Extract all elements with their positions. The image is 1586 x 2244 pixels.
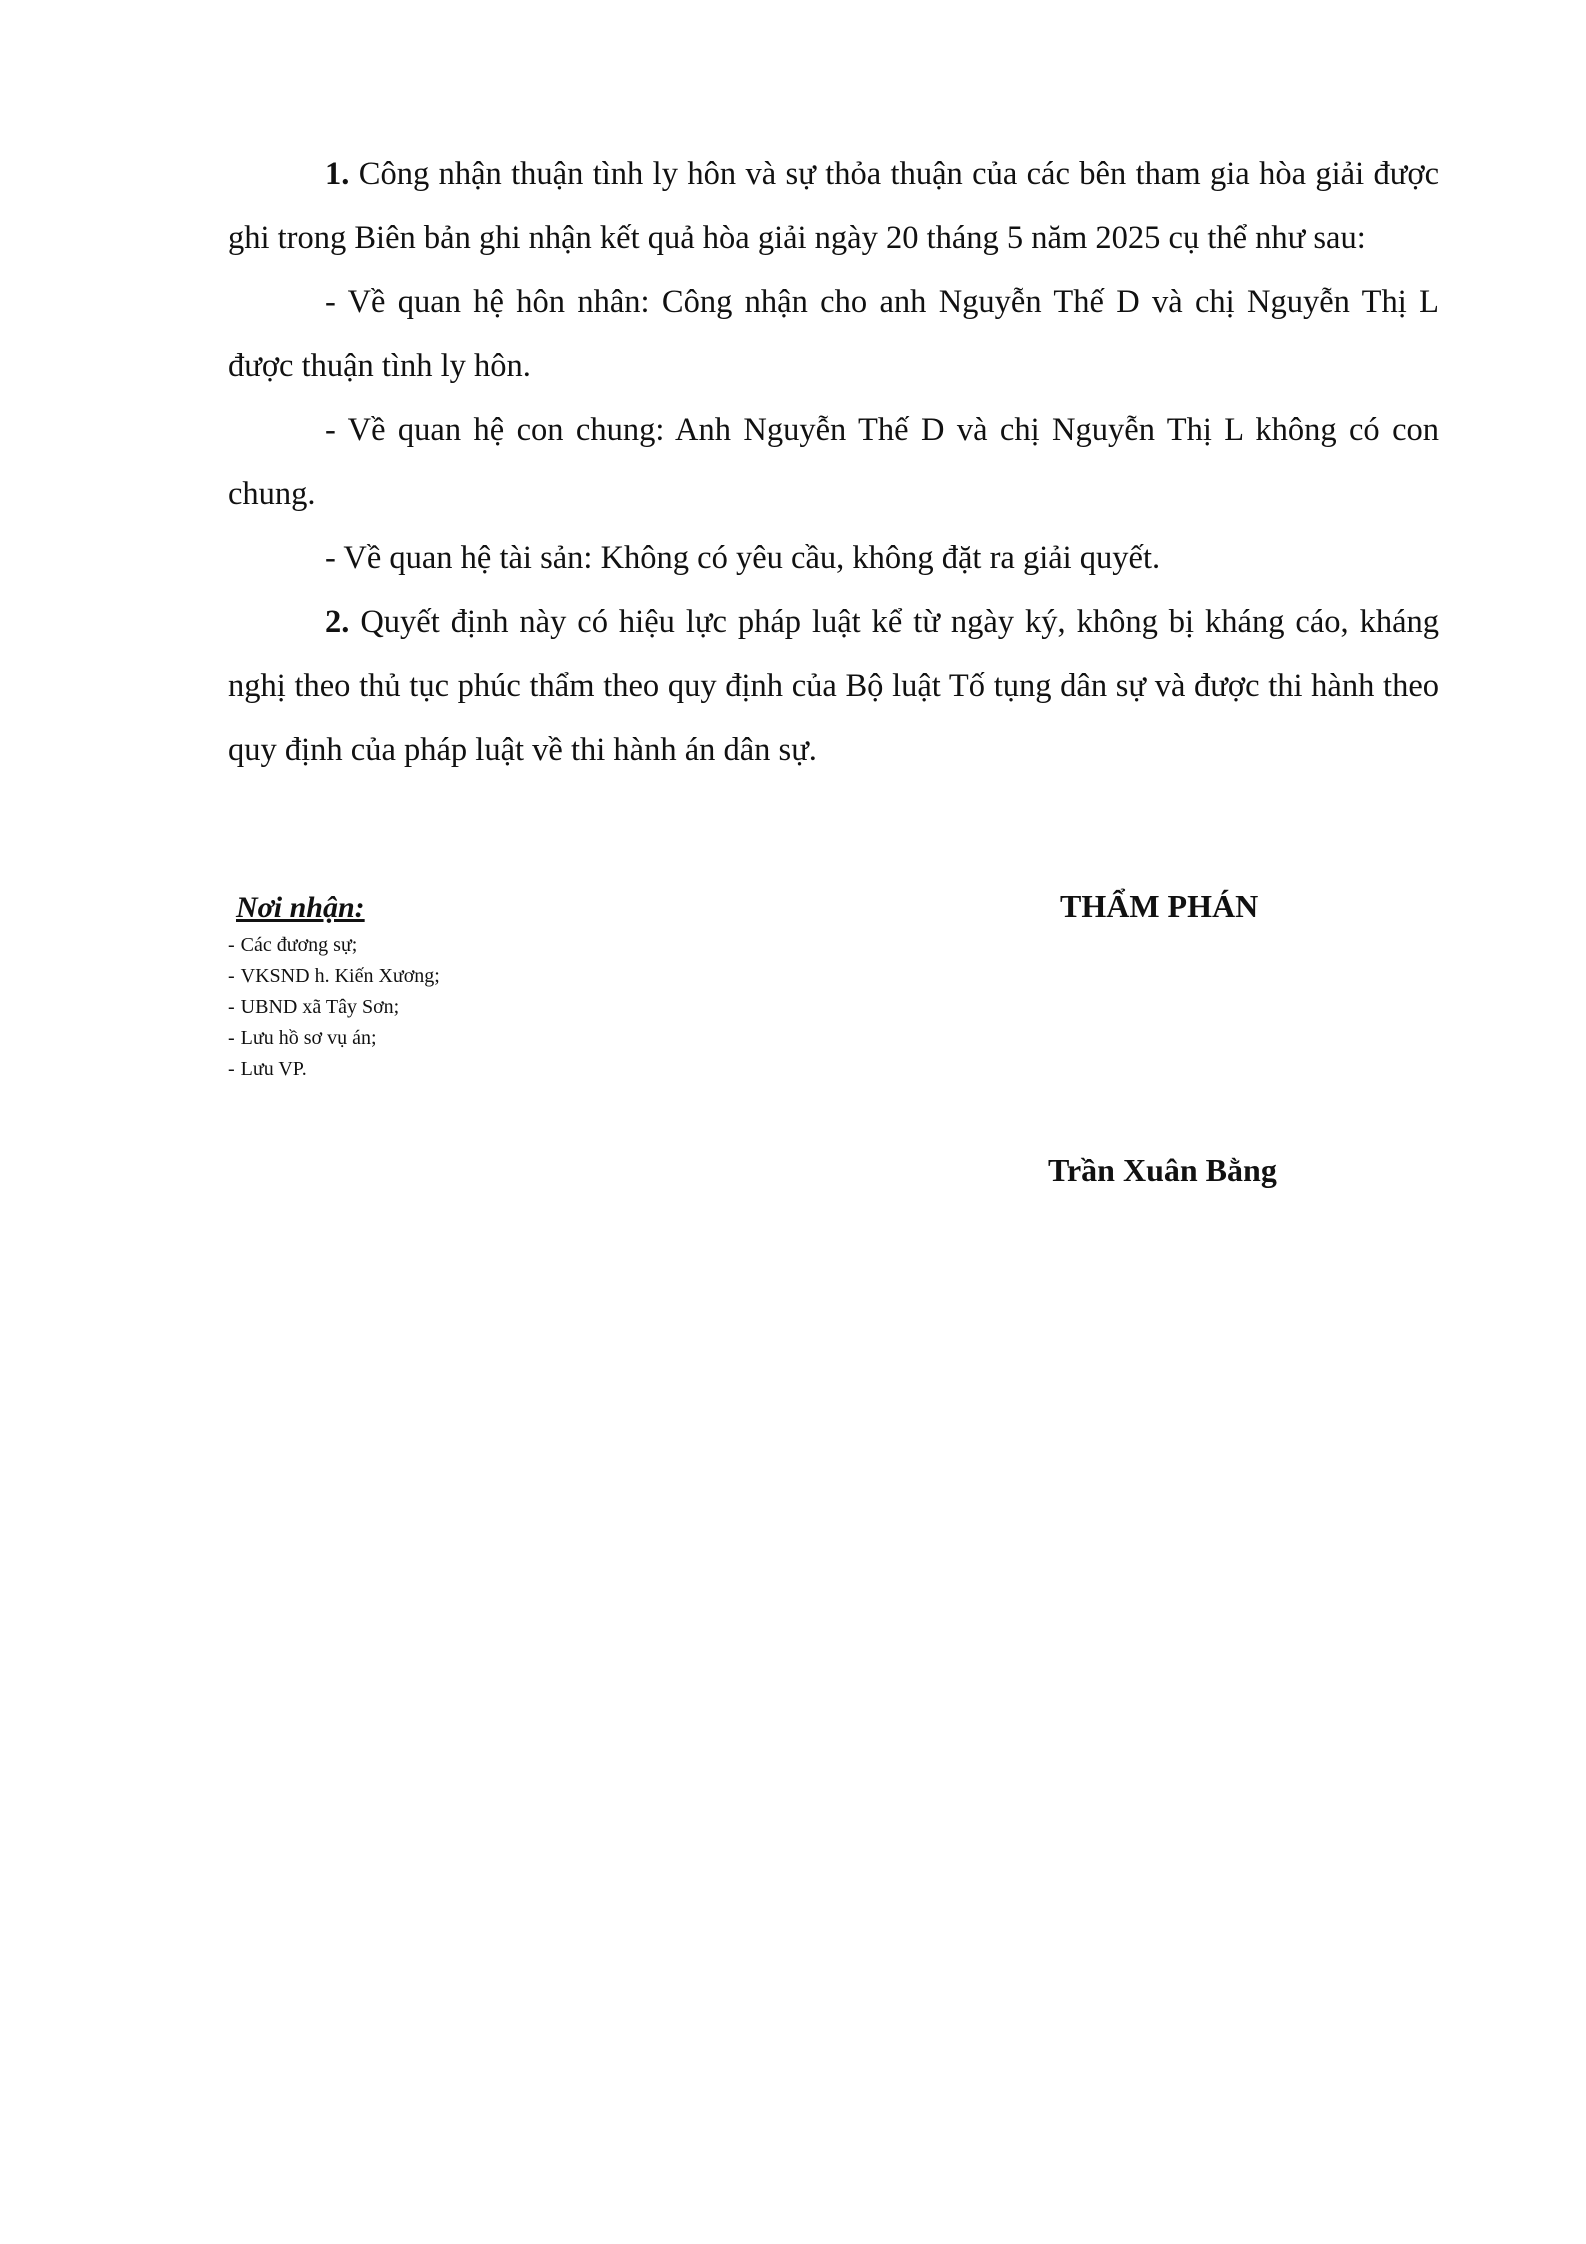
paragraph-marriage bbox=[228, 270, 1439, 398]
recipients-list bbox=[228, 930, 728, 1085]
paragraph-text: - Về quan hệ tài sản: Không có yêu cầu, không đặt ra giải quyết. bbox=[325, 540, 1161, 576]
list-item: - Các đương sự; bbox=[228, 934, 358, 956]
decision-body bbox=[228, 142, 1439, 782]
paragraph-text: - Về quan hệ hôn nhân: Công nhận cho anh Nguyễn Thế D và chị Nguyễn Thị L được thuận tình ly hôn. bbox=[228, 284, 1439, 384]
signature-title: THẨM PHÁN bbox=[1060, 888, 1259, 924]
recipients-block bbox=[228, 888, 728, 1085]
list-item: - UBND xã Tây Sơn; bbox=[228, 996, 400, 1018]
paragraph-number: 1. bbox=[325, 156, 350, 192]
recipients-title: Nơi nhận: bbox=[236, 891, 365, 924]
paragraph-property bbox=[228, 526, 1439, 590]
paragraph-1 bbox=[228, 142, 1439, 270]
paragraph-text: - Về quan hệ con chung: Anh Nguyễn Thế D và chị Nguyễn Thị L không có con chung. bbox=[228, 412, 1439, 512]
paragraph-2 bbox=[228, 590, 1439, 782]
list-item: - Lưu hồ sơ vụ án; bbox=[228, 1027, 377, 1049]
list-item: - Lưu VP. bbox=[228, 1058, 307, 1080]
paragraph-text: Công nhận thuận tình ly hôn và sự thỏa thuận của các bên tham gia hòa giải được ghi trong Biên bản ghi nhận kết quả hòa giải ngày 20 tháng 5 năm 2025 cụ thể như sau: bbox=[228, 156, 1439, 256]
paragraph-text: Quyết định này có hiệu lực pháp luật kể từ ngày ký, không bị kháng cáo, kháng nghị theo thủ tục phúc thẩm theo quy định của Bộ luật Tố tụng dân sự và được thi hành theo quy định của pháp luật về thi hành án dân sự. bbox=[228, 604, 1439, 768]
paragraph-children bbox=[228, 398, 1439, 526]
paragraph-number: 2. bbox=[325, 604, 350, 640]
signature-name: Trần Xuân Bằng bbox=[1048, 1152, 1277, 1188]
list-item: - VKSND h. Kiến Xương; bbox=[228, 965, 440, 987]
